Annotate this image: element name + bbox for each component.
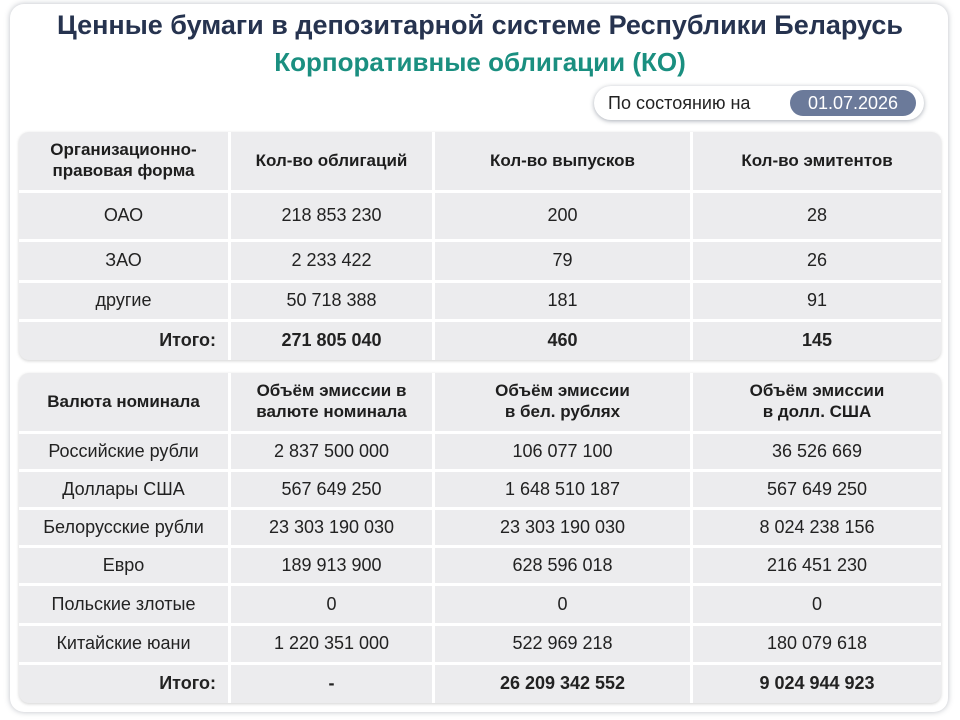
- table-header-cell: Кол-во выпусков: [490, 150, 635, 170]
- total-cell: 271 805 040: [281, 330, 382, 351]
- table-cell: 106 077 100: [512, 440, 613, 461]
- emission-by-currency-table: [19, 373, 941, 703]
- table-cell: Польские злотые: [51, 593, 196, 614]
- table-cell: 567 649 250: [281, 478, 382, 499]
- table-cell: 567 649 250: [766, 478, 868, 499]
- page-title: Ценные бумаги в депозитарной системе Республики Беларусь: [57, 10, 903, 40]
- table-cell: 216 451 230: [766, 554, 868, 575]
- table-header-cell: Объём эмиссии в долл. США: [749, 381, 885, 421]
- table-cell: 26: [806, 250, 828, 271]
- total-cell: 145: [801, 330, 833, 351]
- table-cell: другие: [95, 290, 152, 311]
- table-header-cell: Кол-во облигаций: [255, 150, 408, 170]
- total-cell: 9 024 944 923: [759, 673, 875, 694]
- bonds-by-legal-form-table: [19, 132, 941, 360]
- table-cell: 23 303 190 030: [268, 516, 395, 537]
- table-cell: 189 913 900: [281, 554, 382, 575]
- table-cell: 0: [326, 593, 337, 614]
- table-cell: 8 024 238 156: [759, 516, 875, 537]
- table-cell: Российские рубли: [48, 440, 199, 461]
- table-cell: Китайские юани: [56, 633, 191, 654]
- table-cell: 2 233 422: [291, 250, 372, 271]
- table-cell: 0: [811, 593, 822, 614]
- table-header-cell: Объём эмиссии в валюте номинала: [256, 381, 407, 421]
- as-of-date: 01.07.2026: [790, 90, 916, 116]
- table-cell: 180 079 618: [766, 633, 868, 654]
- table-header-cell: Валюта номинала: [47, 391, 200, 411]
- table-cell: ОАО: [103, 205, 144, 226]
- table-cell: Доллары США: [62, 478, 185, 499]
- table-header-cell: Кол-во эмитентов: [741, 150, 893, 170]
- as-of-date-badge: [594, 86, 924, 120]
- table-cell: 628 596 018: [512, 554, 613, 575]
- table-cell: 1 648 510 187: [504, 478, 621, 499]
- table-cell: 91: [806, 290, 828, 311]
- table-cell: 1 220 351 000: [273, 633, 390, 654]
- table-header-cell: Организационно-правовая форма: [50, 140, 197, 180]
- total-cell: 460: [547, 330, 578, 351]
- table-cell: 50 718 388: [286, 290, 377, 311]
- table-cell: 522 969 218: [512, 633, 613, 654]
- table-cell: 2 837 500 000: [273, 440, 390, 461]
- table-cell: 28: [806, 205, 828, 226]
- as-of-label: По состоянию на: [608, 93, 751, 113]
- table-cell: 181: [547, 290, 578, 311]
- table-cell: ЗАО: [105, 250, 142, 271]
- table-cell: 79: [552, 250, 573, 271]
- table-cell: 200: [547, 205, 578, 226]
- table-cell: 218 853 230: [281, 205, 382, 226]
- table-cell: Белорусские рубли: [43, 516, 204, 537]
- page-subtitle: Корпоративные облигации (КО): [274, 47, 686, 77]
- total-label: Итого:: [159, 673, 216, 694]
- table-cell: 36 526 669: [771, 440, 863, 461]
- total-label: Итого:: [159, 330, 216, 351]
- table-cell: 0: [557, 593, 568, 614]
- total-cell: -: [328, 673, 335, 694]
- table-cell: Евро: [102, 554, 145, 575]
- total-cell: 26 209 342 552: [499, 673, 626, 694]
- table-header-cell: Объём эмиссии в бел. рублях: [495, 381, 630, 421]
- table-cell: 23 303 190 030: [499, 516, 626, 537]
